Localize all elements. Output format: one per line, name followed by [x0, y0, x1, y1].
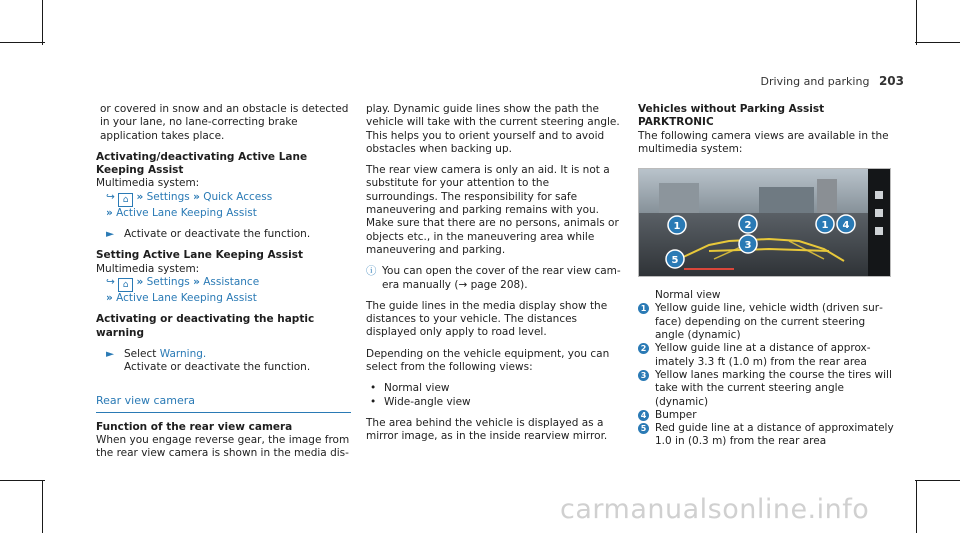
- double-chevron-icon: »: [136, 275, 144, 288]
- double-chevron-icon: »: [193, 275, 200, 288]
- menu-link-settings[interactable]: Settings: [146, 275, 190, 288]
- step-arrow-icon: ►: [106, 228, 115, 241]
- menu-link-active-lane-keeping[interactable]: Active Lane Keeping Assist: [116, 206, 257, 219]
- menu-link-warning[interactable]: Warning.: [159, 347, 207, 360]
- body-text: The following camera views are available in the multimedia system:: [638, 129, 889, 155]
- step-text: Select: [124, 347, 157, 360]
- legend-item: 5 Red guide line at a distance of approximately 1.0 in (0.3 m) from the rear area: [638, 422, 894, 449]
- multimedia-label: Multimedia system:: [96, 177, 200, 190]
- list-item: • Wide-angle view: [370, 395, 471, 408]
- home-icon[interactable]: ⌂: [118, 193, 133, 207]
- image-marker: 4: [842, 220, 850, 232]
- legend-item: 4 Bumper: [638, 409, 894, 422]
- double-chevron-icon: »: [136, 190, 144, 203]
- legend-item: 1 Yellow guide line, vehicle width (driven surface) depending on the current steering angle (dynamic): [638, 302, 894, 342]
- column-1: [96, 103, 351, 461]
- heading-setting-lka: Setting Active Lane Keeping Assist: [96, 249, 304, 262]
- instruction-step: [96, 348, 351, 361]
- section-title: Driving and parking: [760, 75, 870, 88]
- multimedia-label: Multimedia system:: [96, 262, 200, 275]
- image-marker: 1: [673, 221, 681, 233]
- list-item: • Normal view: [370, 382, 450, 395]
- crop-mark: [915, 480, 960, 481]
- menu-link-quick-access[interactable]: Quick Access: [203, 190, 273, 203]
- nav-path-2b: [96, 292, 351, 305]
- body-text: When you engage reverse gear, the image from the rear view camera is shown in the media dis-: [96, 434, 350, 460]
- step-text: Activate or deactivate the function.: [124, 228, 311, 241]
- page-header: [761, 74, 904, 88]
- heading-haptic-warning: Activating or deactivating the haptic warning: [96, 313, 315, 339]
- legend-text: Red guide line at a distance of approximately 1.0 in (0.3 m) from the rear area: [655, 422, 894, 448]
- double-chevron-icon: »: [106, 206, 113, 219]
- legend-text: Yellow lanes marking the course the tires will take with the current steering angle (dynamic): [655, 368, 892, 408]
- double-chevron-icon: »: [106, 291, 113, 304]
- double-chevron-icon: »: [193, 190, 200, 203]
- instruction-step: [96, 228, 351, 241]
- nav-path-1: [96, 191, 351, 207]
- crop-mark: [0, 42, 45, 43]
- menu-link-active-lane-keeping[interactable]: Active Lane Keeping Assist: [116, 291, 257, 304]
- body-text: play. Dynamic guide lines show the path the vehicle will take with the current steering angle. This helps you to orient yourself and to avoid obstacles when backing up.: [366, 103, 620, 155]
- column-2: [366, 103, 622, 444]
- return-arrow-icon: ↪: [106, 275, 115, 288]
- page-number: 203: [878, 74, 904, 88]
- home-icon[interactable]: ⌂: [118, 278, 133, 292]
- watermark: carmanualsonline.info: [560, 494, 870, 525]
- return-arrow-icon: ↪: [106, 190, 115, 203]
- crop-mark: [42, 480, 43, 533]
- legend-text: Yellow guide line at a distance of approximately 3.3 ft (1.0 m) from the rear area: [655, 342, 871, 368]
- crop-mark: [916, 480, 917, 533]
- legend-text: Bumper: [655, 408, 697, 421]
- body-text: The rear view camera is only an aid. It is not a substitute for your attention to the surroundings. The responsibility for safe maneuvering and parking remains with you. Make sure that there are no persons, animals or objects etc., in the maneuvering area while maneuvering and parking.: [366, 164, 619, 256]
- column-3: [638, 103, 894, 449]
- rear-camera-image: [638, 168, 891, 277]
- intro-text: or covered in snow and an obstacle is detected in your lane, no lane-correcting brake application takes place.: [100, 103, 349, 142]
- image-marker: 3: [744, 240, 752, 252]
- note-text: You can open the cover of the rear view camera manually (→ page 208).: [382, 265, 621, 291]
- legend-item: 3 Yellow lanes marking the course the tires will take with the current steering angle (dynamic): [638, 369, 894, 409]
- nav-path-1b: [96, 207, 351, 220]
- menu-link-assistance[interactable]: Assistance: [203, 275, 260, 288]
- crop-mark: [915, 42, 960, 43]
- camera-view-illustration: [639, 169, 890, 276]
- crop-mark: [916, 0, 917, 45]
- heading-activate-lka: Activating/deactivating Active Lane Keeping Assist: [96, 150, 308, 177]
- menu-link-settings[interactable]: Settings: [146, 190, 190, 203]
- figure-caption: Normal view: [655, 289, 721, 302]
- info-note: [366, 265, 622, 292]
- legend-text: Yellow guide line, vehicle width (driven surface) depending on the current steering angle (dynamic): [655, 302, 883, 342]
- list-item-text: Wide-angle view: [384, 395, 471, 408]
- body-text: Depending on the vehicle equipment, you can select from the following views:: [366, 347, 610, 374]
- body-text: The guide lines in the media display show the distances to your vehicle. The distances displayed only apply to road level.: [366, 299, 608, 339]
- legend-item: 2 Yellow guide line at a distance of approximately 3.3 ft (1.0 m) from the rear area: [638, 342, 894, 369]
- image-marker: 1: [821, 220, 829, 232]
- step-text: Activate or deactivate the function.: [124, 361, 311, 374]
- nav-path-2: [96, 276, 351, 292]
- step-arrow-icon: ►: [106, 347, 115, 360]
- image-marker: 5: [671, 255, 679, 267]
- section-heading: Rear view camera: [96, 394, 351, 412]
- crop-mark: [0, 480, 45, 481]
- heading-vehicles-without-parktronic: Vehicles without Parking Assist PARKTRONIC: [638, 103, 825, 129]
- crop-mark: [42, 0, 43, 45]
- info-icon: ⓘ: [366, 265, 377, 278]
- heading-function-camera: Function of the rear view camera: [96, 420, 293, 433]
- list-item-text: Normal view: [384, 382, 450, 395]
- body-text: The area behind the vehicle is displayed as a mirror image, as in the inside rearview mirror.: [366, 416, 608, 443]
- image-marker: 2: [744, 220, 752, 232]
